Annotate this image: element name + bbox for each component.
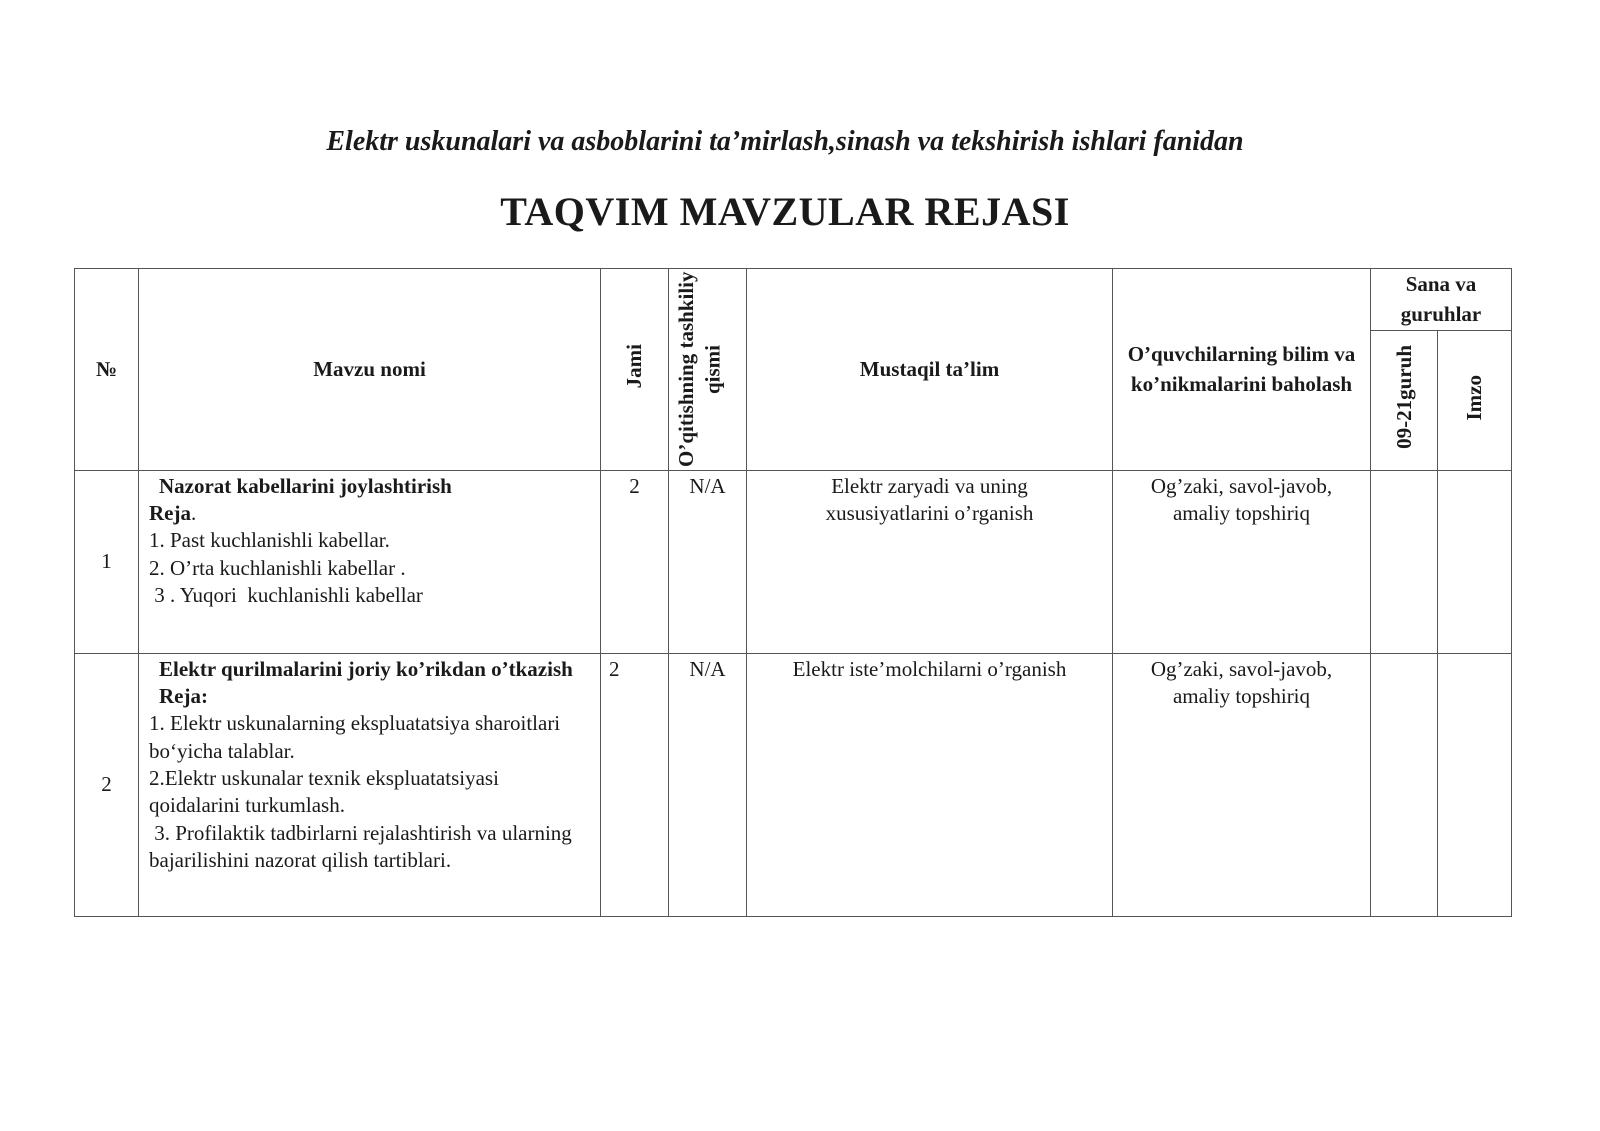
org-part-cell: N/A [669,653,747,916]
document-title: TAQVIM MAVZULAR REJASI [500,189,1070,234]
topic-cell [139,653,601,916]
header-org-part [669,269,747,471]
row-number: 1 [75,470,139,653]
table-row [75,653,1512,916]
schedule-table [74,268,1512,917]
header-org-part-label: O’qitishning tashkiliy qismi [673,271,724,468]
document-subtitle: Elektr uskunalari va asboblarini ta’mirlash,sinash va tekshirish ishlari fanidan [326,126,1244,157]
header-topic: Mavzu nomi [139,269,601,471]
signature-cell [1438,470,1512,653]
header-total [601,269,669,471]
assessment-cell: Og’zaki, savol-javob, amaliy topshiriq [1113,470,1371,653]
plan-item: 1. Elektr uskunalarning ekspluatatsiya sharoitlari bo‘yicha talablar. [149,711,561,763]
assessment-cell: Og’zaki, savol-javob, amaliy topshiriq [1113,653,1371,916]
self-study-cell: Elektr iste’molchilarni o’rganish [747,653,1113,916]
plan-item: 3. Profilaktik tadbirlarni rejalashtirish va ularning bajarilishini nazorat qilish tartiblari. [149,820,578,872]
header-date-groups: Sana va guruhlar [1371,269,1512,331]
table-row [75,470,1512,653]
row-number: 2 [75,653,139,916]
plan-label: Reja: [159,684,208,709]
header-self-study: Mustaqil ta’lim [747,269,1113,471]
topic-cell [139,470,601,653]
plan-item: 2. O’rta kuchlanishli kabellar . [149,555,406,580]
org-part-cell: N/A [669,470,747,653]
topic-title: Elektr qurilmalarini joriy ko’rikdan o’tkazish [159,656,573,681]
header-number: № [75,269,139,471]
plan-heading [149,683,590,710]
total-cell: 2 [601,653,669,916]
self-study-cell: Elektr zaryadi va uning xususiyatlarini o’rganish [747,470,1113,653]
signature-cell [1438,653,1512,916]
header-assessment: O’quvchilarning bilim va ko’nikmalarini baholash [1113,269,1371,471]
total-cell: 2 [601,470,669,653]
topic-title: Nazorat kabellarini joylashtirish [159,473,452,498]
table-header-row [75,269,1512,331]
plan-heading [149,500,590,527]
plan-item: 3 . Yuqori kuchlanishli kabellar [149,583,423,608]
group-cell [1371,653,1438,916]
plan-item: 2.Elektr uskunalar texnik ekspluatatsiyasi qoidalarini turkumlash. [149,766,499,818]
header-signature-label: Imzo [1462,374,1487,421]
plan-suffix: . [190,501,197,526]
plan-label: Reja [149,501,191,526]
header-total-label: Jami [622,344,647,389]
header-group [1371,330,1438,470]
header-signature [1438,330,1512,470]
group-cell [1371,470,1438,653]
plan-item: 1. Past kuchlanishli kabellar. [149,528,390,553]
header-group-label: 09-21guruh [1391,345,1416,450]
